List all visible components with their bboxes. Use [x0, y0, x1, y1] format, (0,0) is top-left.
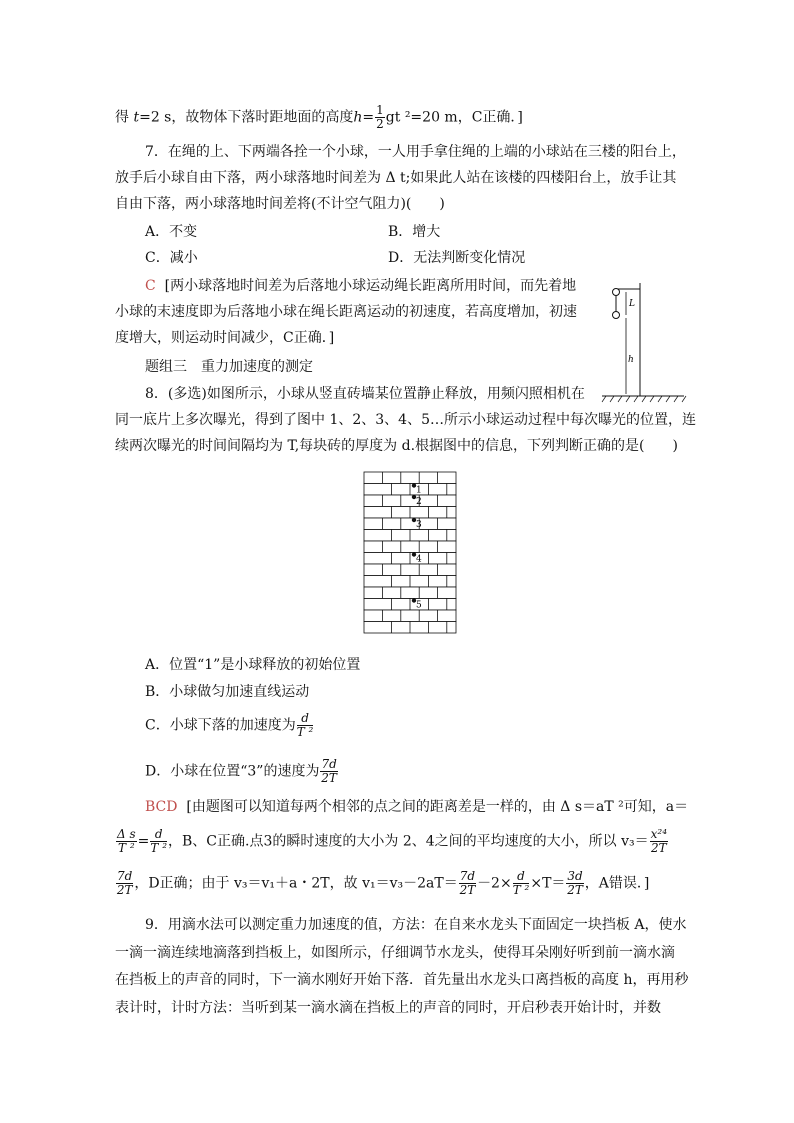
ball-label-3: 3 [416, 520, 422, 530]
q8-line3: 续两次曝光的时间间隔均为 T,每块砖的厚度为 d.根据图中的信息，下列判断正确的是( ) [115, 438, 678, 454]
q7-answer: C [145, 278, 156, 294]
q8-explanation-line1: BCD [由题图可以知道每两个相邻的点之间的距离差是一样的，由 Δ s＝aT ²可知，a＝ [145, 799, 689, 815]
q9-line3: 在挡板上的声音的同时，下一滴水刚好开始下落．首先量出水龙头口离挡板的高度 h，再用秒 [115, 972, 689, 988]
q8-line2: 同一底片上多次曝光，得到了图中 1、2、3、4、5…所示小球运动过程中每次曝光的位置，连 [115, 412, 696, 428]
fraction: $\frac{\text{x²⁴}}{2T}$ [650, 827, 667, 855]
q7-option-a: A．不变 [145, 224, 198, 240]
var-h: h [353, 109, 363, 126]
lower-ball [613, 312, 620, 319]
q8-explanation-line3: $\frac{7d}{2T}$ ，D正确；由于 v₃＝v₁＋a・2T，故 v₁＝v₃－2aT＝ $\frac{7d}{2T}$ －2× $\frac{d}{\text{T ²}}$ ×T＝ $\frac{3d}{2T}$ ，A错误．] [116, 869, 650, 897]
q9-line2: 一滴一滴连续地滴落到挡板上，如图所示，仔细调节水龙头，使得耳朵刚好听到前一滴水滴 [115, 945, 675, 961]
q9-line4: 表计时，计时方法：当听到某一滴水滴在挡板上的声音的同时，开启秒表开始计时，并数 [115, 1000, 661, 1016]
fraction: $\frac{d}{\text{T ²}}$ [150, 827, 168, 855]
q8-option-c: C．小球下落的加速度为 $\frac{d}{\text{T ²}}$ [145, 711, 314, 739]
brick-row [364, 587, 456, 599]
text: = [362, 109, 375, 126]
brick-wall-figure [360, 470, 465, 640]
ball-label-4: 4 [416, 554, 422, 565]
label-l: L [629, 299, 635, 309]
text: =2 s，故物体下落时距地面的高度 [139, 109, 354, 126]
ball-label-5: 5 [416, 600, 422, 611]
q8-option-b: B．小球做匀加速直线运动 [145, 684, 310, 700]
fraction: $\frac{7d}{2T}$ [116, 869, 133, 897]
q7-line1: 7．在绳的上、下两端各拴一个小球，一人用手拿住绳的上端的小球站在三楼的阳台上， [145, 144, 686, 160]
text: 得 [115, 109, 134, 126]
fraction-half: $\frac{1}{2}$ [376, 103, 384, 131]
q8-option-d: D．小球在位置“3”的速度为 $\frac{7d}{2T}$ [145, 757, 337, 785]
q7-line2: 放手后小球自由下落，两小球落地时间差为 Δ t;如果此人站在该楼的四楼阳台上，放手让其 [115, 170, 677, 186]
fraction: $\frac{d}{\text{T ²}}$ [512, 869, 530, 897]
q8-explanation-line2: $\frac{\text{Δ s}}{\text{T ²}}$ = $\frac{d}{\text{T ²}}$ ，B、C正确.点3的瞬时速度的大小为 2、4之间的平均速度的大小，所以 v₃＝ $\frac{\text{x²⁴}}{2T}$ [117, 827, 667, 855]
fraction: $\frac{7d}{2T}$ [459, 869, 476, 897]
ground-hatch [602, 396, 686, 402]
brick-row [364, 518, 456, 530]
q9-line1: 9．用滴水法可以测定重力加速度的值，方法：在自来水龙头下面固定一块挡板 A，使水 [145, 917, 687, 933]
q7-explanation-line2: 小球的末速度即为后落地小球在绳长距离运动的初速度，若高度增加，初速 [115, 304, 577, 320]
q7-option-d: D．无法判断变化情况 [388, 250, 526, 266]
text: gt ²=20 m，C正确．] [385, 109, 523, 126]
brick-row [364, 541, 456, 553]
q7-option-c: C．减小 [145, 250, 198, 266]
q8-line1: 8．(多选)如图所示，小球从竖直砖墙某位置静止释放，用频闪照相机在 [145, 386, 585, 402]
fraction: $\frac{d}{\text{T ²}}$ [296, 711, 314, 739]
rope-balls-figure [600, 278, 690, 406]
brick-row [364, 495, 456, 507]
q8-answer: BCD [145, 799, 178, 815]
q7-explanation-line3: 度增大，则运动时间减少，C正确．] [115, 330, 335, 346]
section-title: 题组三 重力加速度的测定 [145, 359, 313, 375]
intro-line [115, 104, 523, 131]
fraction: $\frac{\text{Δ s}}{\text{T ²}}$ [117, 827, 136, 855]
ball-label-1: 1 [416, 485, 422, 496]
fraction: $\frac{7d}{2T}$ [321, 757, 337, 785]
label-h: h [628, 355, 634, 365]
upper-ball [613, 289, 620, 296]
q7-line3: 自由下落，两小球落地时间差将(不计空气阻力)( ) [115, 196, 445, 212]
q8-option-a: A．位置“1”是小球释放的初始位置 [145, 657, 361, 673]
brick-row [364, 610, 456, 622]
q7-option-b: B．增大 [388, 224, 441, 240]
brick-row [364, 472, 456, 484]
q7-explanation-line1: C [两小球落地时间差为后落地小球运动绳长距离所用时间，而先着地 [145, 278, 577, 294]
var-t: t [133, 109, 140, 126]
ball-label-2: 2 [416, 497, 422, 507]
fraction: $\frac{3d}{2T}$ [567, 869, 583, 897]
brick-row [364, 564, 456, 576]
